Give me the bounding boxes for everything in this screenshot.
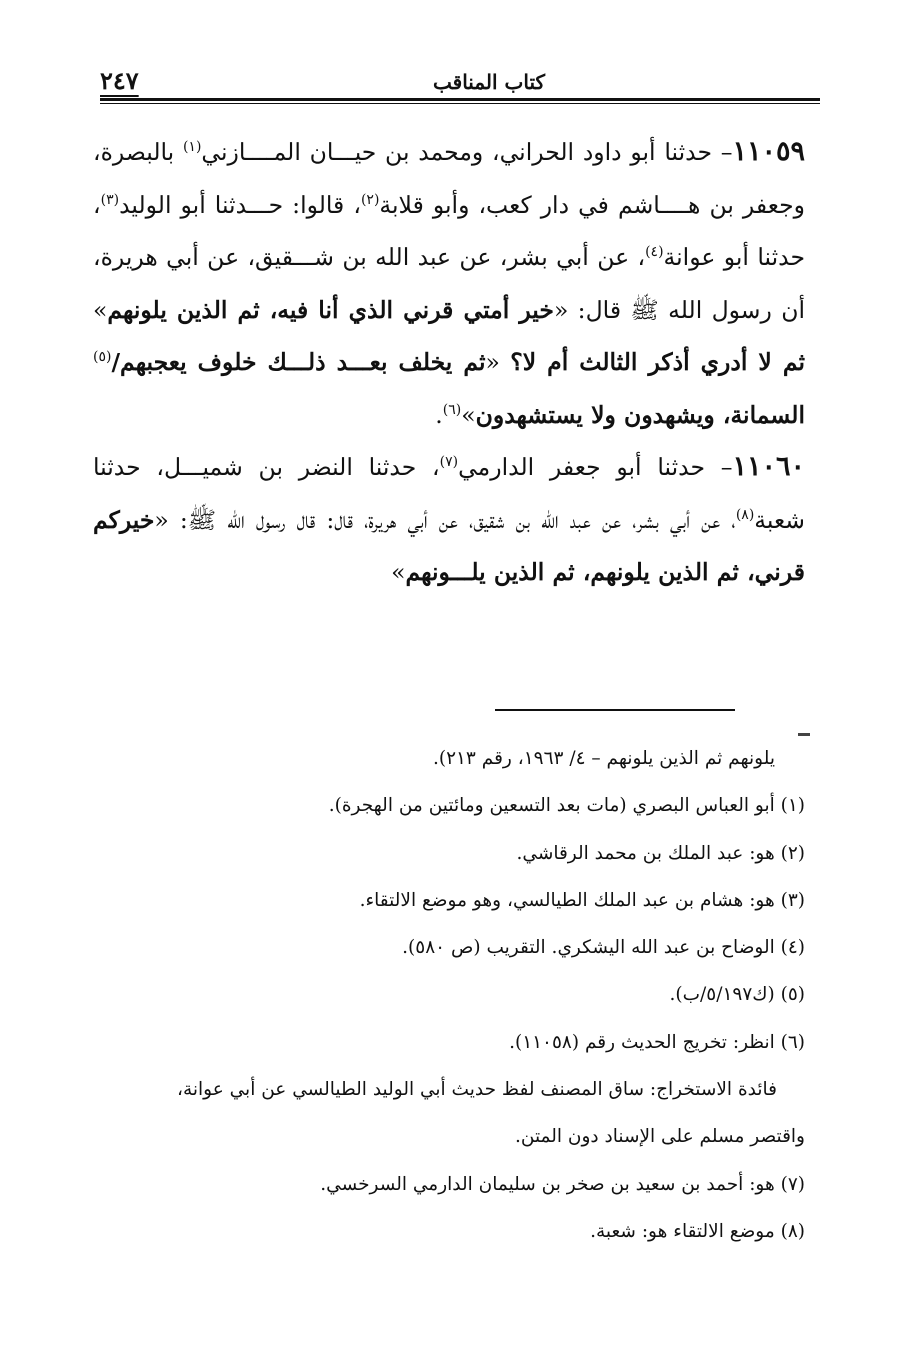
text-segment: ، حدثنا النضر بن شميـــل، حدثنا شعبة [93, 453, 805, 534]
footnote-6: (٦) انظر: تخريج الحديث رقم (١١٠٥٨). [509, 1031, 805, 1053]
footnote-1: (١) أبو العباس البصري (مات بعد التسعين ومائتين من الهجرة). [328, 795, 805, 817]
text-segment: ، قالوا: حـــدثنا أبو الوليد [119, 190, 361, 219]
footnote-ref[interactable]: (٥) [93, 349, 112, 366]
page-number: ٢٤٧ [100, 66, 139, 95]
footnote-8: (٨) موضع الالتقاء هو: شعبة. [590, 1220, 805, 1242]
footnote-5: (٥) (ك٥/١٩٧/ب). [669, 984, 805, 1006]
footnote-7: (٧) هو: أحمد بن سعيد بن صخر بن سليمان الدارمي السرخسي. [320, 1173, 805, 1195]
footnote-continuation: يلونهم ثم الذين يلونهم – ٤/ ١٩٦٣، رقم ٢١٣). [432, 748, 775, 769]
footnote-ref[interactable]: (١) [182, 139, 202, 156]
hadith-text-bold: ثم لا أدري أذكر الثالث أم لا؟ [510, 348, 805, 376]
chapter-title: كتاب المناقب [433, 70, 545, 94]
text-segment: ، حدثنا أبو عوانة [93, 190, 805, 271]
footnote-6-benefit: فائدة الاستخراج: ساق المصنف لفظ حديث أبي الوليد الطيالسي عن أبي عوانة، [176, 1079, 777, 1101]
main-text [93, 126, 805, 599]
hadith-text-bold: السمانة، ويشهدون ولا يستشهدون [475, 400, 805, 429]
hadith-text-bold: خير أمتي قرني الذي أنا فيه، ثم الذين يلونهم [107, 295, 554, 324]
footnote-ref[interactable]: (٢) [360, 191, 380, 208]
header-rule [100, 98, 820, 101]
text-segment: » [391, 558, 406, 586]
header-rule-thin [100, 103, 820, 104]
hadith-text-bold: ثم يخلف بعـــد ذلـــك خلوف يعجبهم/ [111, 348, 486, 376]
text-segment: « [485, 348, 511, 376]
hadith-number: ١١٠٥٩ [732, 136, 805, 167]
text-segment: ، عن أبي بشر، عن عبد الله بن شقيق، عن أبي هريرة، قال: قال رسول الله ﷺ: « [154, 505, 736, 534]
footnote-ref[interactable]: (٧) [439, 454, 459, 471]
footnote-ref[interactable]: (٦) [442, 401, 462, 418]
text-segment: – حدثنا أبو داود الحراني، ومحمد بن حيـــان المــــازني [201, 138, 733, 166]
footnote-3: (٣) هو: هشام بن عبد الملك الطيالسي، وهو موضع الالتقاء. [359, 889, 805, 911]
footnote-separator [495, 709, 735, 711]
text-segment: ، عن أبي بشر، عن عبد الله بن شـــقيق، عن أبي هريرة، أن رسول الله ﷺ قال: « [93, 243, 805, 324]
footnote-ref[interactable]: (٤) [645, 244, 664, 261]
footnote-2: (٢) هو: عبد الملك بن محمد الرقاشي. [516, 842, 805, 864]
text-segment: » [93, 295, 108, 324]
hadith-11060 [93, 441, 805, 599]
footnote-ref[interactable]: (٣) [100, 191, 120, 208]
hadith-text-bold: خيركم قرني، ثم الذين يلونهم، ثم الذين يلـــونهم [93, 505, 805, 586]
footnotes [93, 735, 805, 1255]
text-segment: . [435, 400, 443, 429]
hadith-number: ١١٠٦٠ [732, 451, 805, 482]
footnote-6-benefit-cont: واقتصر مسلم على الإسناد دون المتن. [514, 1126, 805, 1148]
text-segment: » [461, 400, 476, 429]
hadith-11059 [93, 126, 805, 441]
text-segment: – حدثنا أبو جعفر الدارمي [458, 453, 733, 481]
footnote-4: (٤) الوضاح بن عبد الله اليشكري. التقريب (ص ٥٨٠). [402, 937, 805, 959]
running-header [100, 62, 820, 102]
text-segment: بالبصرة، وجعفر بن هــــاشم في دار كعب، وأبو قلابة [93, 138, 805, 219]
footnote-ref[interactable]: (٨) [735, 506, 755, 523]
